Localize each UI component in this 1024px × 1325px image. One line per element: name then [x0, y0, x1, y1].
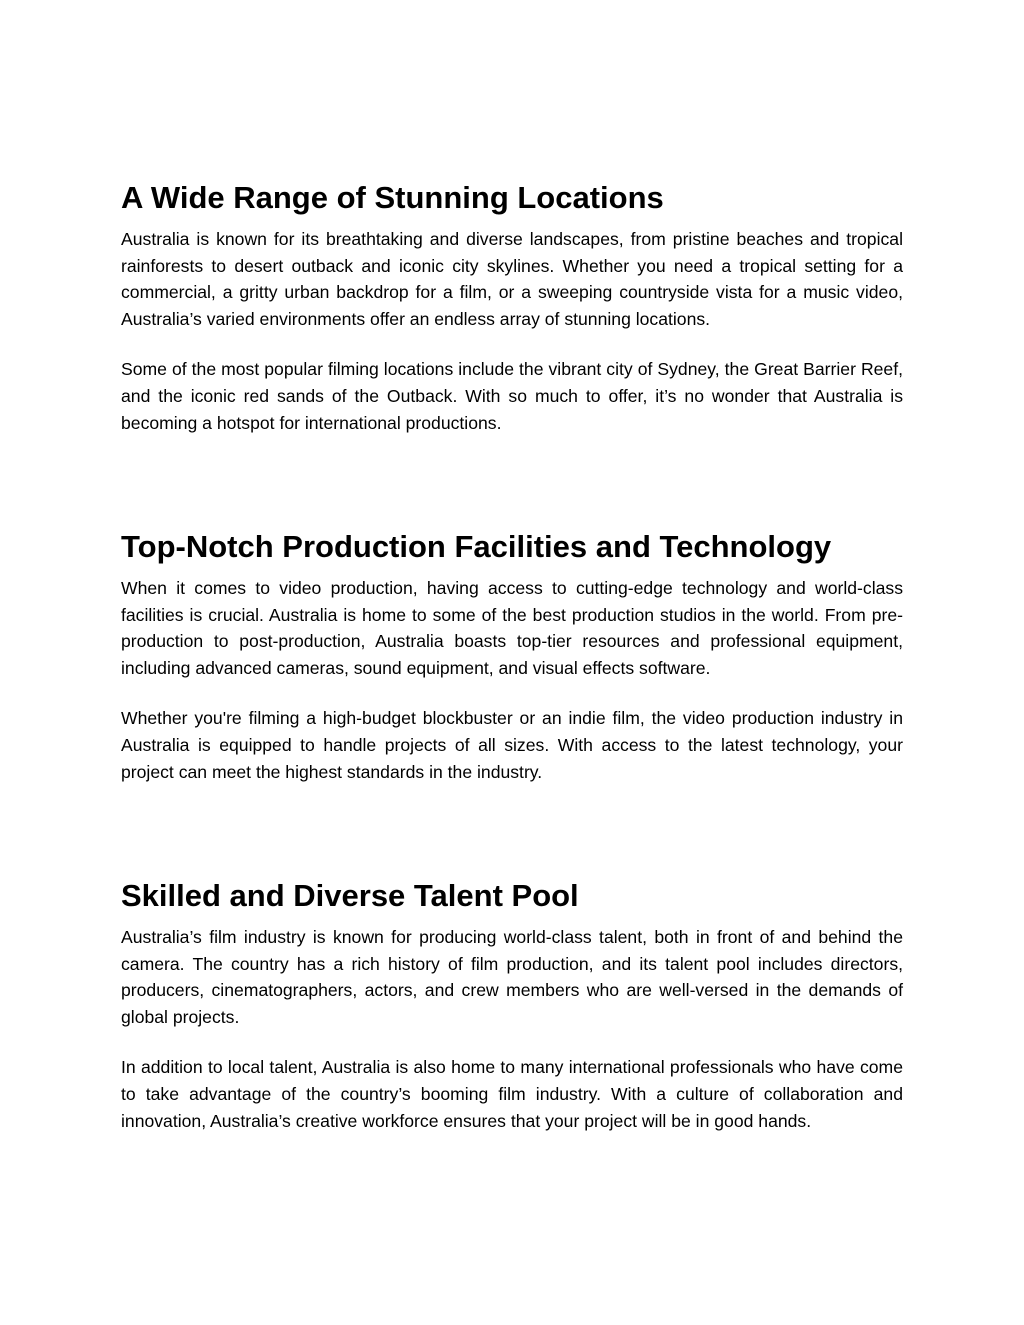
- section-paragraph: Some of the most popular filming locations include the vibrant city of Sydney, the Great Barrier Reef, and the iconic red sands of the Outback. With so much to offer, it’s no wonder that Australia is becoming a hotspot for international productions.: [121, 359, 903, 433]
- section-facilities: [121, 527, 903, 785]
- section-paragraph: In addition to local talent, Australia is also home to many international professionals who have come to take advantage of the country’s booming film industry. With a culture of collaboration and innovation, Australia’s creative workforce ensures that your project will be in good hands.: [121, 1057, 903, 1131]
- section-paragraph: Whether you're filming a high-budget blockbuster or an indie film, the video production industry in Australia is equipped to handle projects of all sizes. With access to the latest technology, your project can meet the highest standards in the industry.: [121, 708, 903, 782]
- section-paragraph: When it comes to video production, having access to cutting-edge technology and world-class facilities is crucial. Australia is home to some of the best production studios in the world. From pre-production to post-production, Australia boasts top-tier resources and professional equipment, including advanced cameras, sound equipment, and visual effects software.: [121, 578, 903, 678]
- section-heading: Skilled and Diverse Talent Pool: [121, 878, 579, 913]
- section-paragraph: Australia is known for its breathtaking and diverse landscapes, from pristine beaches and tropical rainforests to desert outback and iconic city skylines. Whether you need a tropical setting for a commercial, a gritty urban backdrop for a film, or a sweeping countryside vista for a music video, Australia’s varied environments offer an endless array of stunning locations.: [121, 229, 903, 329]
- section-talent: [121, 876, 903, 1134]
- section-heading: Top-Notch Production Facilities and Technology: [121, 529, 832, 564]
- section-locations: [121, 178, 903, 436]
- section-heading: A Wide Range of Stunning Locations: [121, 180, 664, 215]
- section-paragraph: Australia’s film industry is known for producing world-class talent, both in front of and behind the camera. The country has a rich history of film production, and its talent pool includes directors, producers, cinematographers, actors, and crew members who are well-versed in the demands of global projects.: [121, 927, 903, 1027]
